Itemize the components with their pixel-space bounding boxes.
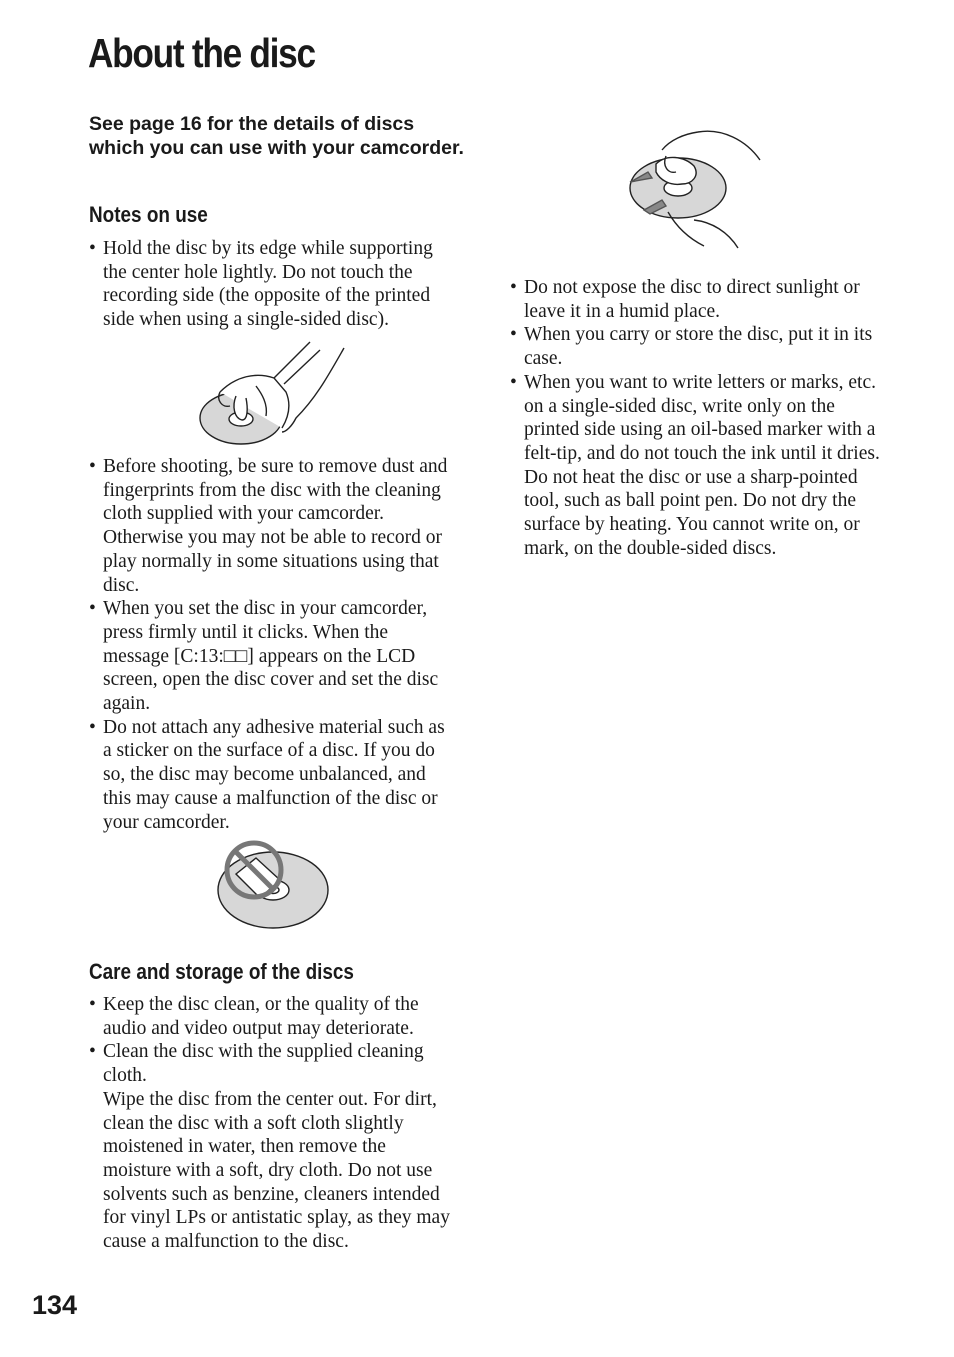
page-title: About the disc — [88, 30, 315, 76]
notes-list-1 — [89, 237, 457, 332]
list-item: • Do not attach any adhesive material such as a sticker on the surface of a disc. If you do so, the disc may become unbalanced, and this may cause a malfunction of the disc or your camcorder. — [89, 716, 457, 835]
list-item: • Hold the disc by its edge while supporting the center hole lightly. Do not touch the recording side (the opposite of the printed side when using a single-sided disc). — [89, 237, 457, 332]
no-sticker-disc-illustration — [214, 836, 332, 934]
list-item: • When you carry or store the disc, put it in its case. — [510, 323, 880, 370]
hand-holding-disc-illustration — [196, 336, 348, 448]
list-item: • When you set the disc in your camcorder, press firmly until it clicks. When the message [C:13:□□] appears on the LCD screen, open the disc cover and set the disc again. — [89, 597, 457, 716]
list-item: • Do not expose the disc to direct sunlight or leave it in a humid place. — [510, 276, 880, 323]
list-item-text: Wipe the disc from the center out. For dirt, clean the disc with a soft cloth slightly moistened in water, then remove the moisture with a soft, dry cloth. Do not use solvents such as benzine, cleaners intended for vinyl LPs or antistatic splay, as they may cause a malfunction to the disc. — [103, 1088, 450, 1253]
list-item: • Keep the disc clean, or the quality of the audio and video output may deteriorate. — [89, 993, 457, 1040]
page-number: 134 — [32, 1290, 78, 1320]
list-item: • Before shooting, be sure to remove dust and fingerprints from the disc with the cleaning cloth supplied with your camcorder. Otherwise you may not be able to record or play normally in some situations using that disc. — [89, 455, 457, 597]
care-list — [89, 993, 457, 1254]
intro-note: See page 16 for the details of discs which you can use with your camcorder. — [89, 113, 464, 159]
right-column-list — [510, 276, 880, 560]
list-item: • When you want to write letters or marks, etc. on a single-sided disc, write only on the printed side using an oil-based marker with a felt-tip, and do not touch the ink until it dries. Do not heat the disc or use a sharp-pointed tool, such as ball point pen. Do not dry the surface by heating. You cannot write on, or mark, on the double-sided discs. — [510, 371, 880, 561]
notes-on-use-heading: Notes on use — [89, 202, 208, 227]
wiping-disc-illustration — [622, 126, 764, 250]
notes-list-2 — [89, 455, 457, 834]
care-storage-heading: Care and storage of the discs — [89, 959, 354, 984]
list-item — [89, 1040, 457, 1253]
list-item-text: Clean the disc with the supplied cleaning cloth. — [103, 1041, 424, 1087]
